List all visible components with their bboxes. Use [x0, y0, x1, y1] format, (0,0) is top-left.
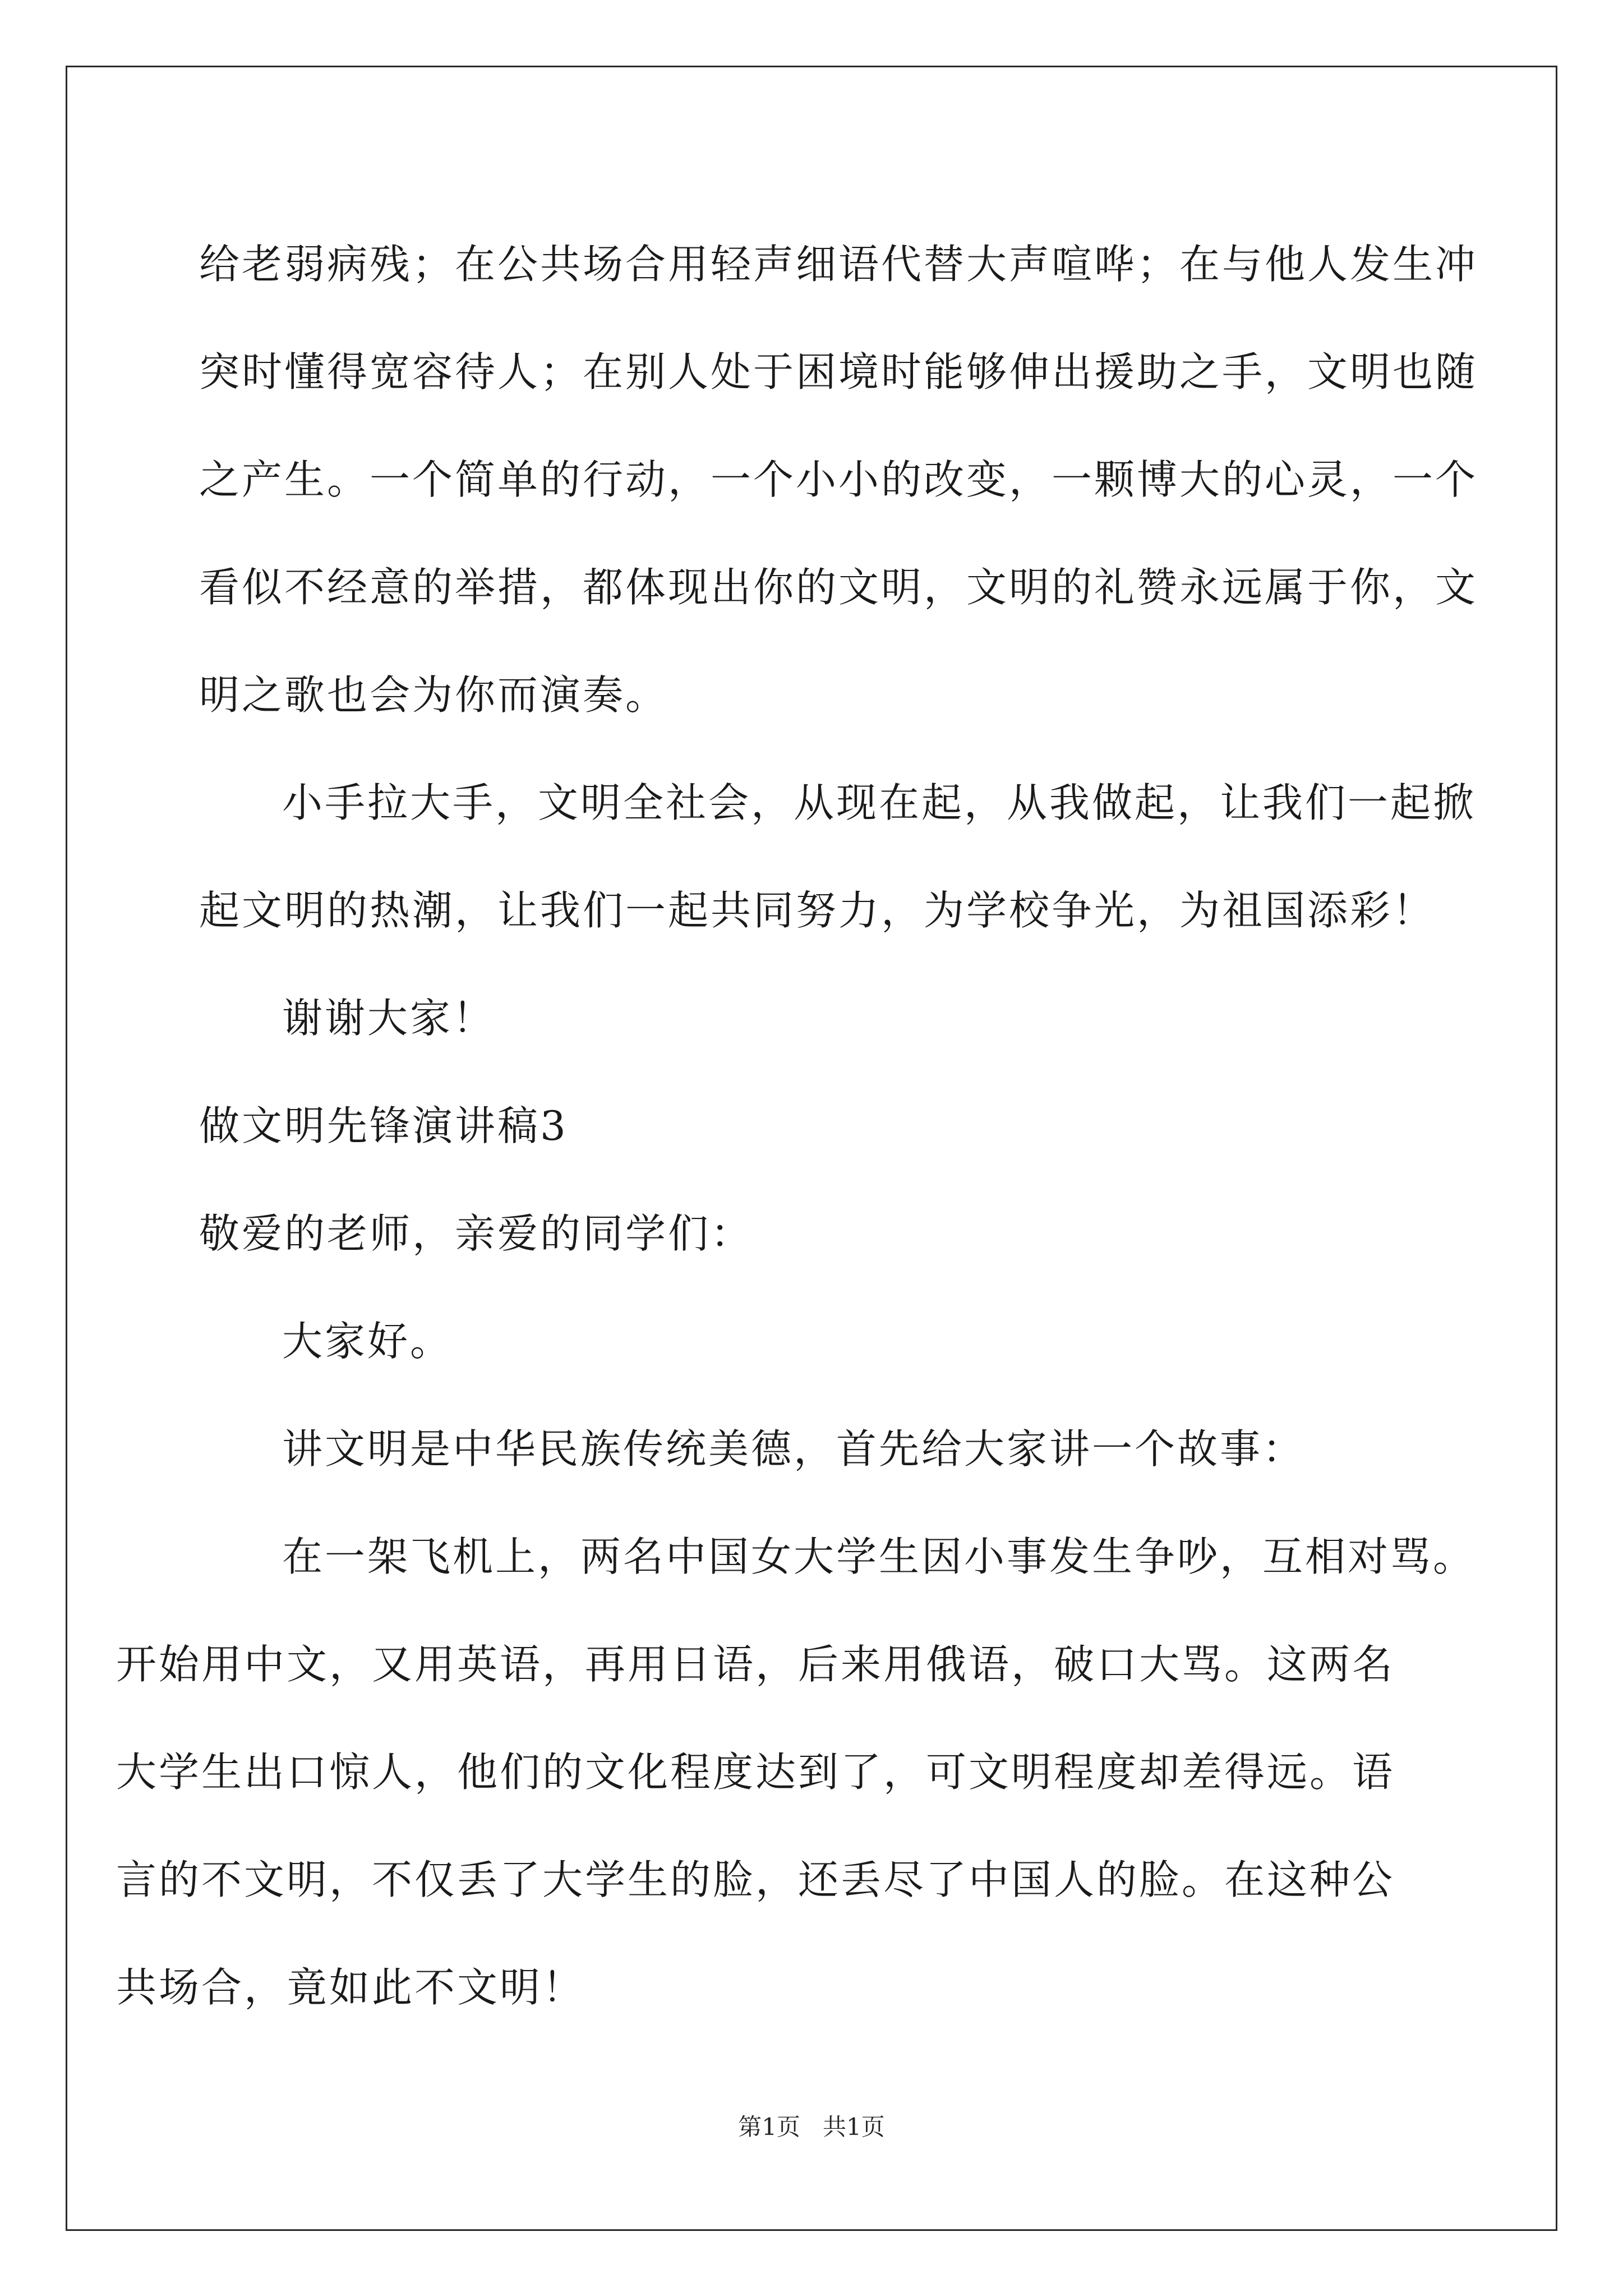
text-line: 看似不经意的举措，都体现出你的文明，文明的礼赞永远属于你，文 — [199, 564, 1478, 611]
text-line: 大学生出口惊人，他们的文化程度达到了，可文明程度却差得远。语 — [116, 1749, 1395, 1796]
text-line: 明之歌也会为你而演奏。 — [199, 671, 668, 719]
paragraph-intro — [199, 1395, 1427, 1503]
greeting — [199, 1287, 1427, 1395]
text-line: 共场合，竟如此不文明！ — [116, 1964, 585, 2011]
text-line: 做文明先锋演讲稿3 — [199, 1102, 568, 1149]
text-line: 小手拉大手，文明全社会，从现在起，从我做起，让我们一起掀 — [282, 779, 1476, 826]
document-body — [116, 210, 1478, 2041]
text-line: 开始用中文，又用英语，再用日语，后来用俄语，破口大骂。这两名 — [116, 1641, 1395, 1688]
text-line: 言的不文明，不仅丢了大学生的脸，还丢尽了中国人的脸。在这种公 — [116, 1856, 1395, 1903]
text-line: 起文明的热潮，让我们一起共同努力，为学校争光，为祖国添彩！ — [199, 887, 1436, 934]
text-line: 突时懂得宽容待人；在别人处于困境时能够伸出援助之手，文明也随 — [199, 348, 1478, 395]
paragraph-story — [116, 1503, 1476, 2041]
paragraph-thanks — [199, 964, 1427, 1072]
text-line: 给老弱病残；在公共场合用轻声细语代替大声喧哗；在与他人发生冲 — [199, 241, 1478, 288]
page-number-footer: 第1页 共1页 — [738, 2113, 885, 2141]
text-line: 之产生。一个简单的行动，一个小小的改变，一颗博大的心灵，一个 — [199, 456, 1478, 503]
paragraph-call-to-action — [199, 749, 1476, 964]
section-title — [199, 1072, 1427, 1180]
text-line: 大家好。 — [282, 1318, 453, 1365]
text-line: 讲文明是中华民族传统美德，首先给大家讲一个故事： — [282, 1425, 1306, 1473]
text-line: 敬爱的老师，亲爱的同学们： — [199, 1210, 754, 1257]
text-line: 在一架飞机上，两名中国女大学生因小事发生争吵，互相对骂。 — [282, 1533, 1476, 1580]
salutation — [199, 1180, 1427, 1287]
text-line: 谢谢大家！ — [282, 995, 496, 1042]
paragraph-continuation — [199, 210, 1478, 749]
